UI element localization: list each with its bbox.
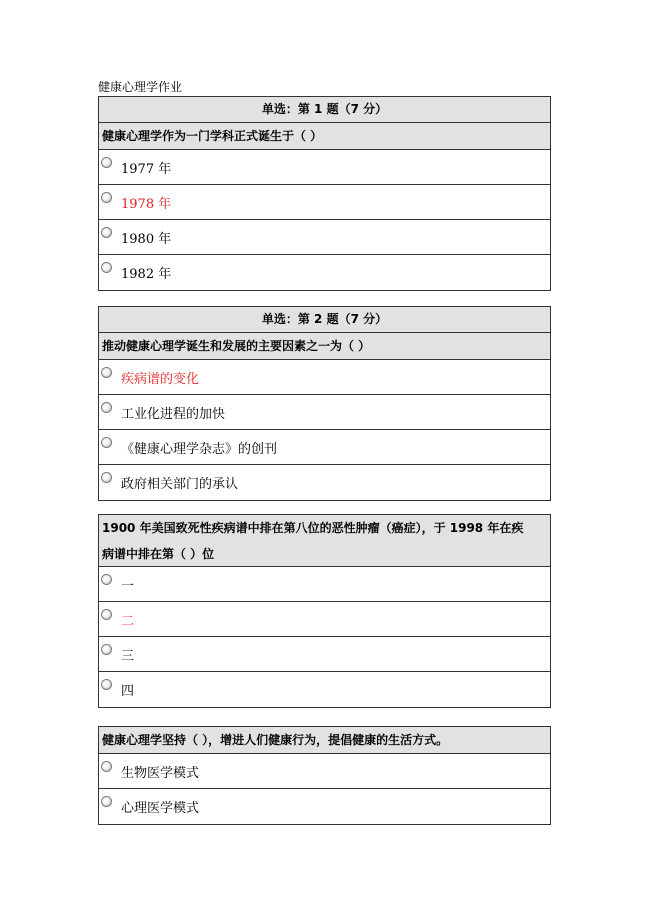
radio-button[interactable] [101, 192, 112, 203]
option-row[interactable] [99, 789, 550, 824]
option-label-highlighted: 疾病谱的变化 [121, 372, 200, 387]
option-row[interactable] [99, 220, 550, 255]
option-label: 心理医学模式 [121, 801, 200, 816]
option-row[interactable] [99, 567, 550, 602]
option-row[interactable] [99, 255, 550, 290]
option-label: 工业化进程的加快 [121, 407, 226, 422]
radio-button[interactable] [101, 761, 112, 772]
question-text: 健康心理学坚持（ ），增进人们健康行为，提倡健康的生活方式。 [99, 727, 550, 754]
question-line-1: 1900 年美国致死性疾病谱中排在第八位的恶性肿瘤（癌症），于 1998 年在疾 [102, 521, 524, 535]
option-label: 1980 年 [121, 232, 172, 247]
option-label: 1982 年 [121, 267, 172, 282]
option-row[interactable] [99, 637, 550, 672]
option-row[interactable] [99, 602, 550, 637]
quiz-block-2 [98, 306, 551, 501]
radio-button[interactable] [101, 262, 112, 273]
radio-button[interactable] [101, 227, 112, 238]
radio-button[interactable] [101, 402, 112, 413]
option-row[interactable] [99, 672, 550, 707]
radio-button[interactable] [101, 644, 112, 655]
radio-button[interactable] [101, 437, 112, 448]
quiz-header: 单选：第 2 题（7 分） [99, 307, 550, 333]
question-text: 推动健康心理学诞生和发展的主要因素之一为（ ） [99, 333, 550, 360]
radio-button[interactable] [101, 157, 112, 168]
option-label: 四 [121, 684, 135, 699]
quiz-header: 单选：第 1 题（7 分） [99, 97, 550, 123]
option-row[interactable] [99, 395, 550, 430]
option-row[interactable] [99, 754, 550, 789]
question-text: 健康心理学作为一门学科正式诞生于（ ） [99, 123, 550, 150]
option-label: 政府相关部门的承认 [121, 477, 239, 492]
radio-button[interactable] [101, 796, 112, 807]
radio-button[interactable] [101, 679, 112, 690]
radio-button[interactable] [101, 574, 112, 585]
quiz-block-3 [98, 514, 551, 708]
question-text [99, 515, 550, 567]
radio-button[interactable] [101, 609, 112, 620]
option-label: 一 [121, 579, 135, 594]
option-row[interactable] [99, 150, 550, 185]
quiz-block-1 [98, 96, 551, 291]
radio-button[interactable] [101, 472, 112, 483]
option-row[interactable] [99, 185, 550, 220]
option-label-highlighted: 1978 年 [121, 197, 172, 212]
option-row[interactable] [99, 430, 550, 465]
quiz-block-4 [98, 726, 551, 825]
option-label: 1977 年 [121, 162, 172, 177]
radio-button[interactable] [101, 367, 112, 378]
question-line-2: 病谱中排在第（ ）位 [102, 547, 215, 561]
option-row[interactable] [99, 360, 550, 395]
option-label: 三 [121, 649, 135, 664]
option-label-highlighted: 二 [121, 614, 135, 629]
option-label: 《健康心理学杂志》的创刊 [121, 442, 278, 457]
document-title: 健康心理学作业 [98, 80, 183, 94]
option-row[interactable] [99, 465, 550, 500]
option-label: 生物医学模式 [121, 766, 200, 781]
